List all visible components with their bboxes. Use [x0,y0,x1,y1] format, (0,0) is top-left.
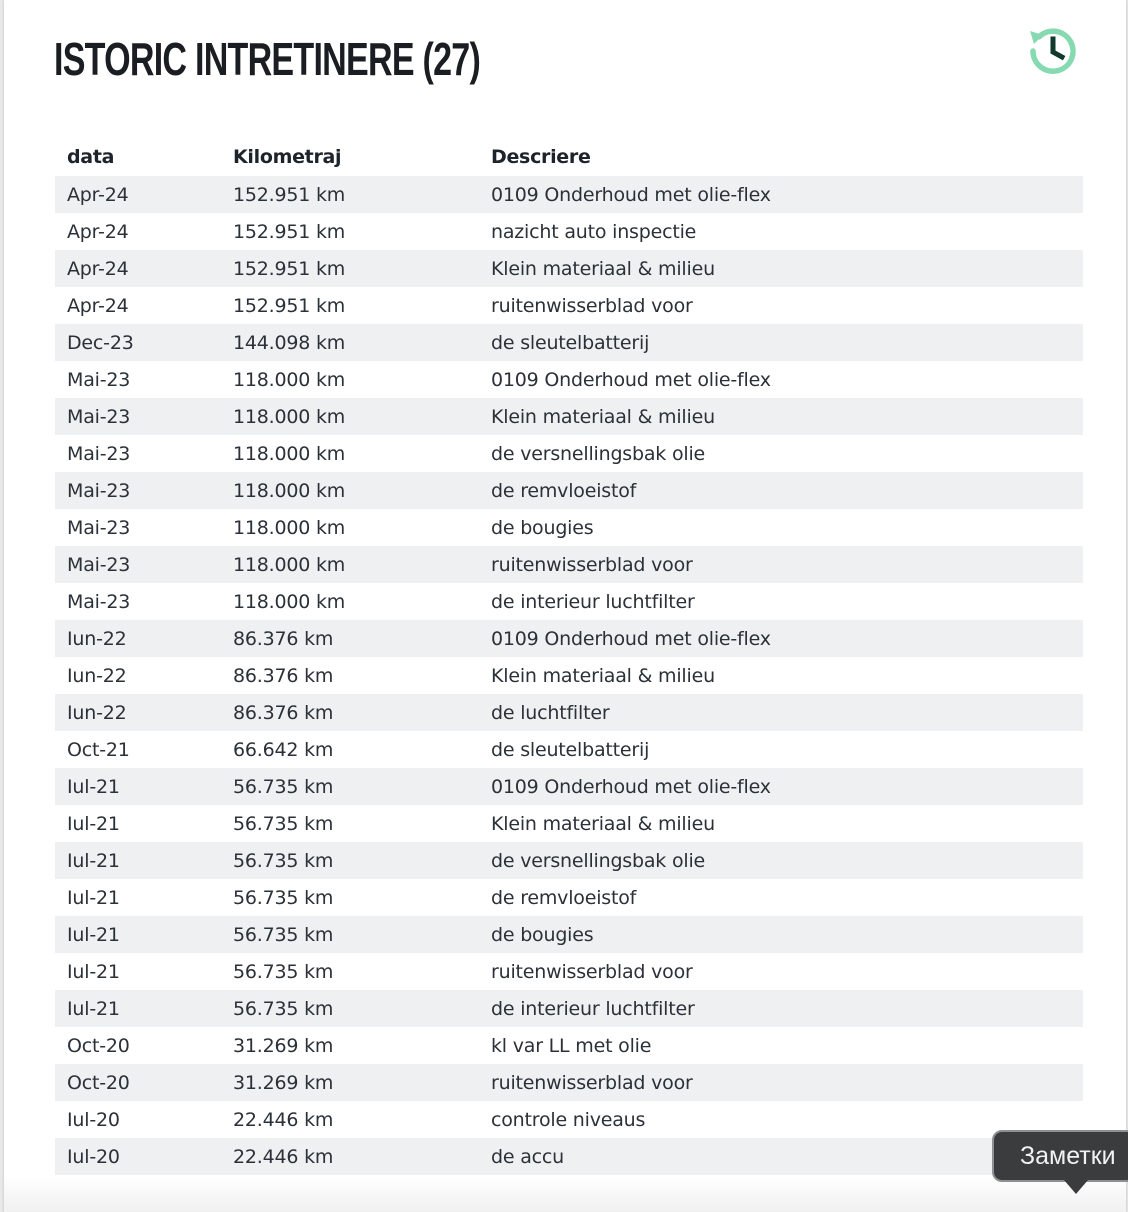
table-row [55,509,1083,546]
cell-description: de versnellingsbak olie [491,442,706,465]
cell-description: controle niveaus [491,1108,646,1131]
maintenance-history-panel [4,0,1126,1212]
tooltip-arrow [1064,1180,1088,1194]
cell-mileage: 118.000 km [233,442,346,465]
cell-description: de interieur luchtfilter [491,997,695,1020]
cell-description: 0109 Onderhoud met olie-flex [491,775,771,798]
cell-date: Iul-21 [67,849,120,872]
table-row [55,435,1083,472]
cell-description: ruitenwisserblad voor [491,553,693,576]
cell-date: Apr-24 [67,220,129,243]
cell-mileage: 152.951 km [233,257,346,280]
cell-description: 0109 Onderhoud met olie-flex [491,368,771,391]
table-row [55,990,1083,1027]
cell-description: de bougies [491,516,594,539]
cell-description: nazicht auto inspectie [491,220,697,243]
table-row [55,398,1083,435]
cell-date: Mai-23 [67,479,131,502]
cell-date: Iul-20 [67,1108,120,1131]
cell-description: 0109 Onderhoud met olie-flex [491,627,771,650]
cell-date: Mai-23 [67,442,131,465]
cell-description: de versnellingsbak olie [491,849,706,872]
cell-date: Iul-21 [67,997,120,1020]
cell-mileage: 22.446 km [233,1145,334,1168]
cell-description: kl var LL met olie [491,1034,652,1057]
cell-date: Oct-20 [67,1034,130,1057]
table-row [55,805,1083,842]
cell-description: de bougies [491,923,594,946]
cell-mileage: 56.735 km [233,775,334,798]
cell-mileage: 118.000 km [233,516,346,539]
cell-date: Mai-23 [67,516,131,539]
cell-mileage: 66.642 km [233,738,334,761]
cell-mileage: 118.000 km [233,590,346,613]
cell-date: Apr-24 [67,183,129,206]
table-row [55,953,1083,990]
cell-date: Iul-21 [67,775,120,798]
table-row [55,879,1083,916]
cell-date: Iun-22 [67,627,127,650]
cell-mileage: 152.951 km [233,183,346,206]
maintenance-table [55,138,1083,1175]
cell-date: Iul-21 [67,886,120,909]
cell-mileage: 56.735 km [233,812,334,835]
cell-mileage: 144.098 km [233,331,346,354]
table-row [55,250,1083,287]
cell-date: Iul-21 [67,923,120,946]
column-header-mileage: Kilometraj [233,146,342,168]
table-row [55,324,1083,361]
cell-mileage: 31.269 km [233,1071,334,1094]
cell-description: ruitenwisserblad voor [491,294,693,317]
table-row [55,620,1083,657]
cell-date: Oct-21 [67,738,130,761]
page-title: ISTORIC INTRETINERE (27) [54,33,481,85]
cell-date: Mai-23 [67,368,131,391]
cell-mileage: 56.735 km [233,849,334,872]
cell-date: Apr-24 [67,294,129,317]
table-row [55,842,1083,879]
table-row [55,694,1083,731]
column-header-description: Descriere [491,146,591,168]
cell-mileage: 56.735 km [233,960,334,983]
table-row [55,472,1083,509]
cell-date: Iun-22 [67,664,127,687]
table-body [55,176,1083,1175]
cell-mileage: 56.735 km [233,886,334,909]
cell-description: de remvloeistof [491,479,637,502]
cell-mileage: 118.000 km [233,553,346,576]
cell-description: 0109 Onderhoud met olie-flex [491,183,771,206]
cell-date: Iul-20 [67,1145,120,1168]
cell-description: de luchtfilter [491,701,610,724]
table-row [55,1027,1083,1064]
cell-description: ruitenwisserblad voor [491,960,693,983]
cell-date: Apr-24 [67,257,129,280]
cell-description: ruitenwisserblad voor [491,1071,693,1094]
notes-tooltip: Заметки [992,1130,1128,1182]
table-row [55,1101,1083,1138]
table-row [55,731,1083,768]
cell-description: de interieur luchtfilter [491,590,695,613]
table-row [55,546,1083,583]
table-row [55,657,1083,694]
cell-mileage: 118.000 km [233,479,346,502]
cell-description: Klein materiaal & milieu [491,812,715,835]
cell-description: de accu [491,1145,564,1168]
cell-description: de remvloeistof [491,886,637,909]
table-row [55,916,1083,953]
cell-mileage: 152.951 km [233,220,346,243]
table-row [55,768,1083,805]
cell-description: de sleutelbatterij [491,738,650,761]
cell-mileage: 56.735 km [233,923,334,946]
cell-date: Oct-20 [67,1071,130,1094]
table-row [55,287,1083,324]
table-row [55,1064,1083,1101]
cell-date: Iul-21 [67,812,120,835]
table-row [55,361,1083,398]
cell-description: Klein materiaal & milieu [491,664,715,687]
cell-mileage: 152.951 km [233,294,346,317]
table-row [55,213,1083,250]
cell-date: Mai-23 [67,405,131,428]
cell-description: Klein materiaal & milieu [491,257,715,280]
scroll-fade [4,1176,1126,1212]
cell-mileage: 86.376 km [233,701,334,724]
cell-date: Iun-22 [67,701,127,724]
cell-mileage: 118.000 km [233,368,346,391]
cell-description: Klein materiaal & milieu [491,405,715,428]
table-row [55,1138,1083,1175]
table-header [55,138,1083,176]
cell-description: de sleutelbatterij [491,331,650,354]
cell-mileage: 86.376 km [233,664,334,687]
cell-date: Iul-21 [67,960,120,983]
cell-mileage: 56.735 km [233,997,334,1020]
column-header-date: data [67,146,115,168]
cell-date: Mai-23 [67,553,131,576]
cell-mileage: 31.269 km [233,1034,334,1057]
cell-mileage: 86.376 km [233,627,334,650]
cell-mileage: 22.446 km [233,1108,334,1131]
cell-date: Dec-23 [67,331,134,354]
table-row [55,583,1083,620]
history-clock-icon[interactable] [1022,22,1080,80]
table-row [55,176,1083,213]
cell-date: Mai-23 [67,590,131,613]
cell-mileage: 118.000 km [233,405,346,428]
